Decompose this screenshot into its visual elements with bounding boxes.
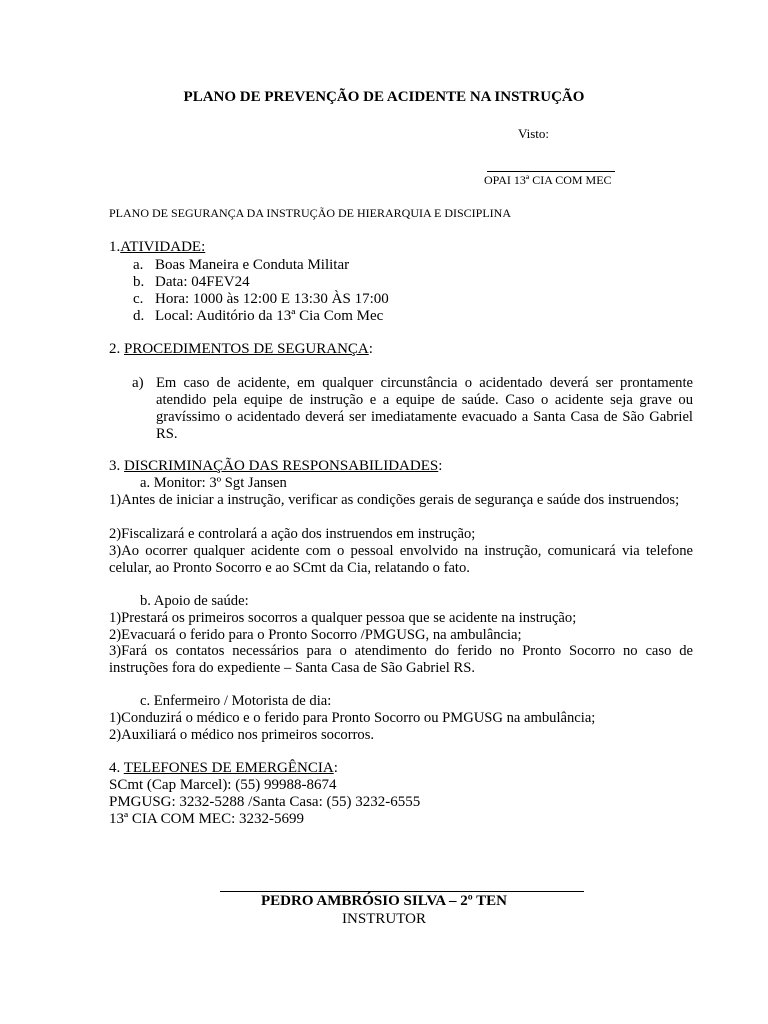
procedure-paragraph: Em caso de acidente, em qualquer circunstância o acidentado deverá ser prontamente atendido pela equipe de instrução e a equipe de saúde. Caso o acidente seja grave ou gravíssimo o acidentado deverá ser imediatamente evacuado a Santa Casa de São Gabriel RS. [156,375,693,442]
section-1-heading [109,239,205,256]
list-marker: c. [133,291,144,307]
phone-line: SCmt (Cap Marcel): (55) 99988-8674 [109,777,337,793]
list-item: 3)Fará os contatos necessários para o atendimento do ferido no Pronto Socorro no caso de instruções fora do expediente – Santa Casa de São Gabriel RS. [109,643,693,676]
phone-line: 13ª CIA COM MEC: 3232-5699 [109,811,304,827]
list-marker: d. [133,308,145,324]
section-colon: : [438,458,443,474]
monitor-label: a. Monitor: 3º Sgt Jansen [140,475,287,491]
visto-role: OPAI 13ª CIA COM MEC [484,173,612,187]
signature-line [220,891,584,892]
list-text: Hora: 1000 às 12:00 E 13:30 ÀS 17:00 [155,291,389,307]
section-number: 4. [109,760,124,776]
section-number: 3. [109,458,124,474]
section-colon: : [333,760,338,776]
phone-line: PMGUSG: 3232-5288 /Santa Casa: (55) 3232-6555 [109,794,421,810]
list-item [133,291,389,308]
section-colon: : [368,341,373,357]
section-title: PROCEDIMENTOS DE SEGURANÇA [124,341,369,357]
section-2-heading [109,341,373,358]
plan-subtitle: PLANO DE SEGURANÇA DA INSTRUÇÃO DE HIERARQUIA E DISCIPLINA [109,206,512,220]
section-title: ATIVIDADE: [120,239,206,255]
document-title: PLANO DE PREVENÇÃO DE ACIDENTE NA INSTRUÇÃO [183,89,585,105]
list-item: 1)Antes de iniciar a instrução, verificar as condições gerais de segurança e saúde dos instruendos; [109,492,680,508]
list-item: 2)Fiscalizará e controlará a ação dos instruendos em instrução; [109,526,476,542]
list-item [133,308,383,325]
list-item: 1)Conduzirá o médico e o ferido para Pronto Socorro ou PMGUSG na ambulância; [109,710,596,726]
section-title: TELEFONES DE EMERGÊNCIA [123,760,334,776]
section-number: 2. [109,341,124,357]
health-support-label: b. Apoio de saúde: [140,593,249,609]
list-item: 3)Ao ocorrer qualquer acidente com o pessoal envolvido na instrução, comunicará via telefone celular, ao Pronto Socorro e ao SCmt da Cia, relatando o fato. [109,543,693,576]
list-marker: a) [132,375,144,391]
nurse-driver-label: c. Enfermeiro / Motorista de dia: [140,693,332,709]
list-item [133,257,349,274]
section-4-heading [109,760,338,777]
signer-name: PEDRO AMBRÓSIO SILVA – 2º TEN [261,893,507,909]
list-text: Boas Maneira e Conduta Militar [155,257,350,273]
section-3-heading [109,458,442,475]
signer-role: INSTRUTOR [342,911,426,927]
list-item: 2)Auxiliará o médico nos primeiros socorros. [109,727,375,743]
visto-label: Visto: [518,126,550,141]
section-title: DISCRIMINAÇÃO DAS RESPONSABILIDADES [124,458,439,474]
list-item: 2)Evacuará o ferido para o Pronto Socorro /PMGUSG, na ambulância; [109,627,522,643]
list-text: Local: Auditório da 13ª Cia Com Mec [155,308,384,324]
list-item [133,274,250,291]
visto-signature-line [487,171,615,172]
list-item: 1)Prestará os primeiros socorros a qualquer pessoa que se acidente na instrução; [109,610,577,626]
list-marker: a. [133,257,144,273]
list-text: Data: 04FEV24 [155,274,250,290]
section-number: 1. [109,239,121,255]
list-marker: b. [133,274,145,290]
